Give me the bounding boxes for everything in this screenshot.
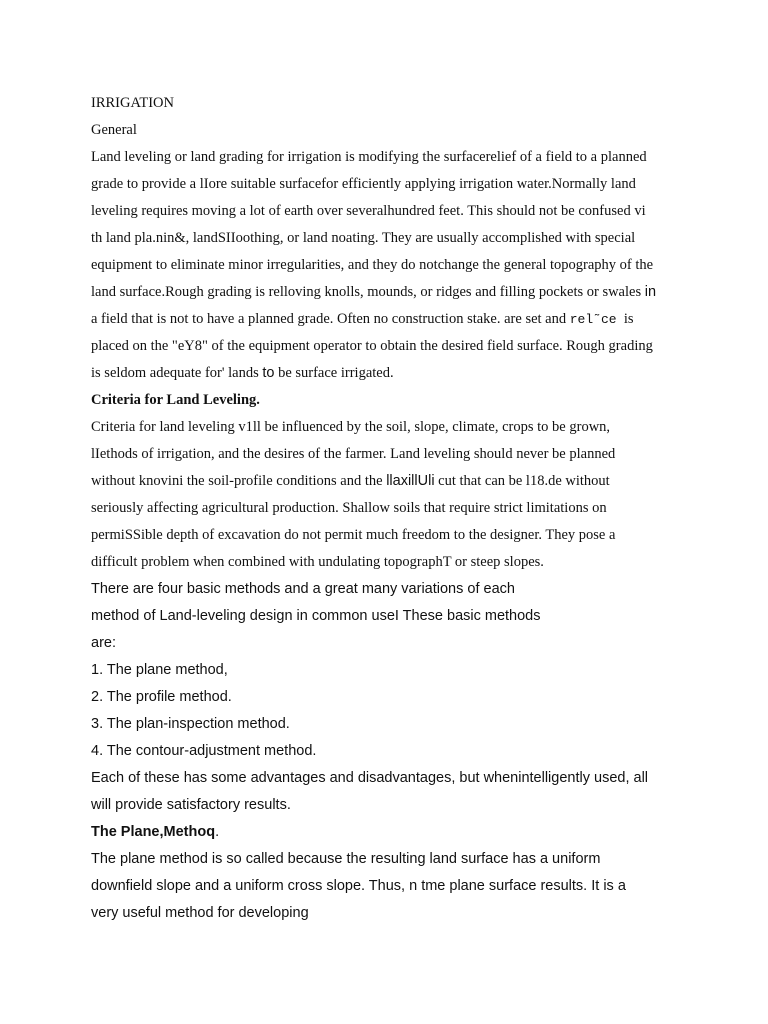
paragraph-line [91, 306, 691, 333]
paragraph-line: leveling requires moving a lot of earth over severalhundred feet. This should not be confused vi [91, 203, 646, 219]
paragraph-line: Criteria for land leveling v1ll be influenced by the soil, slope, climate, crops to be grown, [91, 419, 611, 435]
paragraph-line: will provide satisfactory results. [91, 797, 291, 813]
list-item: 1. The plane method, [91, 662, 228, 678]
plane-method-heading-period: . [215, 824, 220, 840]
paragraph-fragment-to: to [262, 365, 275, 381]
paragraph-line: th land pla.nin&, landSIIoothing, or land noating. They are usually accomplished with special [91, 230, 636, 246]
paragraph-line: very useful method for developing [91, 905, 309, 921]
paragraph-fragment: without knovini the soil-profile conditions and the [91, 473, 383, 489]
list-item: 3. The plan-inspection method. [91, 716, 290, 732]
paragraph-line [91, 279, 691, 306]
paragraph-line: method of Land-leveling design in common useI These basic methods [91, 608, 541, 624]
paragraph-plane-method [91, 846, 691, 927]
criteria-heading: Criteria for Land Leveling. [91, 392, 260, 408]
plane-method-heading [91, 819, 691, 846]
paragraph-basic-methods [91, 576, 691, 657]
paragraph-fragment-maximum: llaxillUli [386, 473, 435, 489]
paragraph-line: There are four basic methods and a great many variations of each [91, 581, 515, 597]
paragraph-line: Land leveling or land grading for irrigation is modifying the surfacerelief of a field to a planned [91, 149, 647, 165]
document-page [91, 90, 691, 927]
document-title-block [91, 90, 691, 144]
paragraph-fragment: land surface.Rough grading is relloving knolls, mounds, or ridges and filling pockets or swales [91, 284, 642, 300]
methods-list [91, 657, 691, 765]
paragraph-line: are: [91, 635, 116, 651]
paragraph-fragment: a field that is not to have a planned grade. Often no construction stake. are set and [91, 311, 567, 327]
list-item: 2. The profile method. [91, 689, 232, 705]
paragraph-line: The plane method is so called because the resulting land surface has a uniform [91, 851, 601, 867]
paragraph-line: lIethods of irrigation, and the desires of the farmer. Land leveling should never be planned [91, 446, 616, 462]
paragraph-line: grade to provide a lIore suitable surfacefor efficiently applying irrigation water.Normally land [91, 176, 636, 192]
plane-method-heading-block [91, 819, 691, 846]
paragraph-line: permiSSible depth of excavation do not permit much freedom to the designer. They pose a [91, 527, 616, 543]
paragraph-line: seriously affecting agricultural production. Shallow soils that require strict limitations on [91, 500, 607, 516]
paragraph-land-leveling [91, 144, 691, 387]
paragraph-line: downfield slope and a uniform cross slope. Thus, n tme plane surface results. It is a [91, 878, 626, 894]
paragraph-advantages [91, 765, 691, 819]
paragraph-fragment: cut that can be l18.de without [438, 473, 610, 489]
section-general-heading: General [91, 122, 137, 138]
plane-method-heading-text: The Plane,Methoq [91, 824, 216, 840]
paragraph-fragment-is: is [623, 311, 634, 327]
paragraph-fragment: be surface irrigated. [278, 365, 394, 381]
paragraph-fragment-in: in [644, 284, 657, 300]
paragraph-line: placed on the "eY8" of the equipment operator to obtain the desired field surface. Rough grading [91, 338, 653, 354]
paragraph-line: difficult problem when combined with undulating topographT or steep slopes. [91, 554, 544, 570]
paragraph-fragment: is seldom adequate for' lands [91, 365, 259, 381]
paragraph-fragment-relce: rel˜ce [569, 312, 617, 327]
paragraph-line: Each of these has some advantages and disadvantages, but whenintelligently used, all [91, 770, 649, 786]
paragraph-line [91, 468, 691, 495]
paragraph-line: equipment to eliminate minor irregularities, and they do notchange the general topography of the [91, 257, 654, 273]
document-title: IRRIGATION [91, 95, 174, 111]
paragraph-line [91, 360, 691, 387]
list-item: 4. The contour-adjustment method. [91, 743, 317, 759]
paragraph-criteria [91, 414, 691, 576]
